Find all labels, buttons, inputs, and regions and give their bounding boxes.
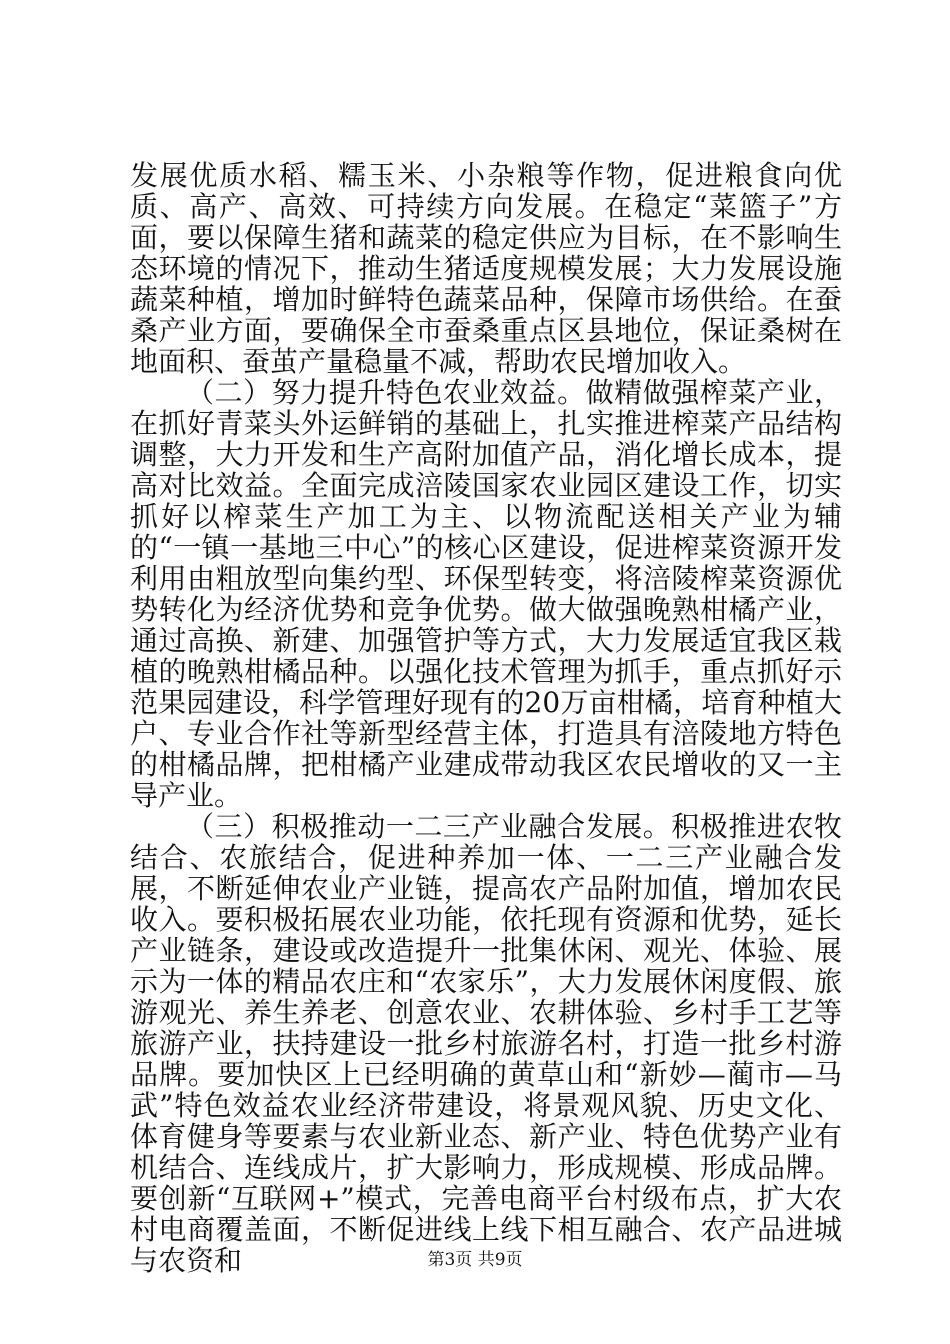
document-body — [130, 160, 842, 1276]
paragraph-crop-production: 发展优质水稻、糯玉米、小杂粮等作物，促进粮食向优质、高产、高效、可持续方向发展。在稳定“菜篮子”方面，要以保障生猪和蔬菜的稳定供应为目标，在不影响生态环境的情况下，推动生猪适度规模发展；大力发展设施蔬菜种植，增加时鲜特色蔬菜品种，保障市场供给。在蚕桑产业方面，要确保全市蚕桑重点区县地位，保证桑树在地面积、蚕茧产量稳量不减，帮助农民增加收入。 — [130, 159, 842, 378]
paragraph-specialty-agriculture: （二）努力提升特色农业效益。做精做强榨菜产业，在抓好青菜头外运鲜销的基础上，扎实推进榨菜产品结构调整，大力开发和生产高附加值产品，消化增长成本，提高对比效益。全面完成涪陵国家农业园区建设工作，切实抓好以榨菜生产加工为主、以物流配送相关产业为辅的“一镇一基地三中心”的核心区建设，促进榨菜资源开发利用由粗放型向集约型、环保型转变，将涪陵榨菜资源优势转化为经济优势和竞争优势。做大做强晚熟柑橘产业，通过高换、新建、加强管护等方式，大力发展适宜我区栽植的晚熟柑橘品种。以强化技术管理为抓手，重点抓好示范果园建设，科学管理好现有的20万亩柑橘，培育种植大户、专业合作社等新型经营主体，打造具有涪陵地方特色的柑橘品牌，把柑橘产业建成带动我区农民增收的又一主导产业。 — [130, 376, 842, 812]
page-number-footer: 第3页 共9页 — [427, 1250, 523, 1270]
paragraph-industry-integration: （三）积极推动一二三产业融合发展。积极推进农牧结合、农旅结合，促进种养加一体、一二三产业融合发展，不断延伸农业产业链，提高农产品附加值，增加农民收入。要积极拓展农业功能，依托现有资源和优势，延长产业链条，建设或改造提升一批集休闲、观光、体验、展示为一体的精品农庄和“农家乐”，大力发展休闲度假、旅游观光、养生养老、创意农业、农耕体验、乡村手工艺等旅游产业，扶持建设一批乡村旅游名村，打造一批乡村游品牌。要加快区上已经明确的黄草山和“新妙—蔺市—马武”特色效益农业经济带建设，将景观风貌、历史文化、体育健身等要素与农业新业态、新产业、特色优势产业有机结合、连线成片，扩大影响力，形成规模、形成品牌。要创新“互联网+”模式，完善电商平台村级布点，扩大农村电商覆盖面，不断促进线上线下相互融合、农产品进城与农资和 — [130, 810, 842, 1277]
